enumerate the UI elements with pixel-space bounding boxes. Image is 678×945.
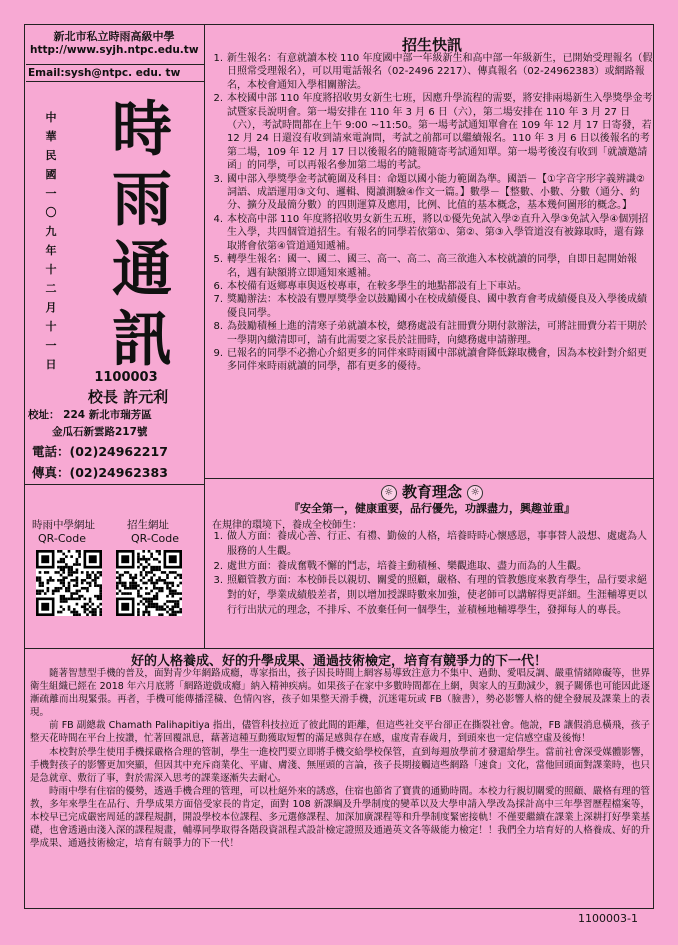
fax-number: 傳真：(02)24962383 — [32, 465, 168, 480]
list-number: 2. — [213, 93, 223, 105]
qr-caption-admission: QR-Code — [131, 532, 179, 545]
list-item — [205, 52, 653, 92]
list-item — [205, 347, 653, 374]
page-number: 1100003-1 — [578, 912, 638, 925]
sun-icon: ☼ — [381, 485, 397, 501]
article-paragraph: 時雨中學有住宿的優勢，透過手機合理的管理，可以杜絕外來的誘惑，住宿也節省了寶貴的通勤時間。本校力行親切關愛的照顧、嚴格有理的管教，多年來學生在品行、升學成果方面倍受家長的肯定，面對 108 新課綱及升學制度的變革以及大學申請入學改為採計高中三年學習歷程檔案等，本校早已完成嚴密周延的課程規劃，開設學校本位課程、多元選修課程、加深加廣課程等和升學制度緊密接軌！不僅要繼續在課業上深耕打好學業基礎，也會透過由淺入深的課程規畫，輔導同學取得各階段資訊程式設計檢定證照及通過英文各等級能力檢定！！我們全力培育好的人格養成、好的升學成果、通過技術檢定，培育有競爭力的下一代！ — [30, 785, 650, 850]
title-char: 通 — [112, 235, 172, 305]
list-text: 獎勵辦法：本校設有豐厚獎學金以鼓勵國小在校成績優良、國中教育會考成績優良及入學後成績優良同學。 — [227, 294, 647, 319]
list-text: 新生報名：有意就讀本校 110 年度國中部一年級新生和高中部一年級新生，已開始受理報名（假日照常受理報名），可以用電話報名（02-2496 2217）、傳真報名（02-24962383）或網路報名，本校會通知入學相關辦法。 — [227, 53, 653, 91]
list-number: 1. — [213, 53, 223, 64]
list-text: 為鼓勵積極上進的清寒子弟就讀本校，總務處設有註冊費分期付款辦法，可將註冊費分若干期於一學期內繳清即可，請有此需要之家長於註冊時，向總務處申請辦理。 — [227, 321, 647, 346]
date-char: 年 — [45, 244, 57, 257]
date-char: 二 — [45, 282, 57, 295]
list-text: 轉學生報名：國一、國二、國三、高一、高二、高三欲進入本校就讀的同學，自即日起開始報名，遇有缺額將立即通知來遞補。 — [227, 254, 637, 279]
section-divider-edu — [204, 478, 654, 479]
qr-label-school: 時雨中學網址 — [32, 519, 95, 531]
list-number: 7. — [213, 294, 223, 306]
article-body — [30, 667, 650, 850]
date-char: 十 — [45, 320, 57, 333]
article-title: 好的人格養成、好的升學成果、通過技術檢定，培育有競爭力的下一代！ — [130, 654, 547, 669]
list-number: 3. — [213, 575, 223, 587]
address-line-1: 校址： 224 新北市瑞芳區 — [28, 409, 152, 421]
list-item — [205, 280, 653, 293]
list-number: 1. — [213, 531, 223, 542]
phone-number: 電話：(02)24962217 — [32, 444, 168, 459]
date-char: 十 — [45, 263, 57, 276]
list-text: 照顧管教方面：本校師長以親切、關愛的照顧，嚴格、有理的管教態度來教育學生，品行要求絕對的好，學業成績般差者，則以增加授課時數來加強，使老師可以講解得更詳細。生涯輔導更以行行出狀元的理念，不排斥、不放棄任何一個學生，並積極地輔導學生，發揮每人的專長。 — [227, 575, 647, 616]
list-item — [205, 92, 653, 172]
qr-code-school[interactable] — [36, 550, 102, 616]
date-char: 日 — [45, 358, 57, 371]
list-number: 8. — [213, 321, 223, 333]
principal-name: 校長 許元利 — [87, 388, 169, 406]
issue-number: 1100003 — [94, 370, 158, 385]
article-paragraph: 前 FB 副總裁 Chamath Palihapitiya 指出，儘管科技拉近了彼此間的距離，但這些社交平台卻正在撕裂社會。他說，FB 讓假消息橫飛，孩子整天花時間在平台上按讚，忙著回覆訊息，藉著這種互動獲取短暫的滿足感與存在感，虛度青春歲月，到頭來也一定信感空虛及後悔！ — [30, 720, 650, 745]
list-number: 5. — [213, 254, 223, 266]
list-item — [205, 293, 653, 320]
list-item — [205, 173, 653, 213]
list-text: 本校高中部 110 年度將招收男女新生五班，將以①優先免試入學②直升入學③免試入學④個別招生入學，共四個管道招生。有報名的同學若依第①、第②、第③入學管道沒有被錄取時，還有錄取將會依第④管道通知遞補。 — [227, 213, 649, 252]
list-item — [205, 320, 653, 347]
list-text: 處世方面：養成奮戰不懈的鬥志，培養主動積極、樂觀進取、盡力而為的人生觀。 — [227, 560, 587, 572]
date-char: 國 — [45, 168, 57, 181]
date-char: 九 — [45, 225, 57, 238]
education-intro: 在規律的環境下，養成全校師生： — [212, 520, 362, 531]
education-heading — [210, 481, 654, 502]
date-char: 民 — [45, 149, 57, 162]
date-char: 月 — [45, 301, 57, 314]
school-email[interactable]: Email:sysh@ntpc. edu. tw — [26, 64, 204, 82]
title-char: 時 — [112, 95, 172, 165]
list-text: 已報名的同學不必擔心介紹更多的同伴來時雨國中部就讀會降低錄取機會，因為本校針對介紹更多同伴來時雨就讀的同學，都有更多的優待。 — [227, 347, 647, 373]
qr-code-admission[interactable] — [116, 550, 182, 616]
issue-date-vertical — [44, 108, 58, 374]
list-number: 9. — [213, 347, 223, 359]
list-item — [205, 560, 653, 575]
title-char: 訊 — [112, 305, 172, 375]
date-char: 〇 — [45, 206, 57, 219]
date-char: 一 — [45, 187, 57, 200]
section-divider-left — [24, 484, 204, 485]
list-number: 3. — [213, 173, 223, 185]
list-text: 做人方面：養成心善、行正、有禮、勤儉的人格，培養時時心懷感恩，事事替人設想、處處為人服務的人生觀。 — [227, 531, 647, 557]
date-char: 中 — [45, 111, 57, 124]
education-motto: 『安全第一，健康重要，品行優先，功課盡力，興趣並重』 — [289, 502, 575, 515]
education-list — [205, 530, 653, 619]
qr-label-admission: 招生網址 — [127, 519, 169, 531]
qr-caption-school: QR-Code — [38, 532, 86, 545]
section-divider-bottom — [24, 648, 654, 649]
school-url[interactable]: http://www.syjh.ntpc.edu.tw — [30, 44, 199, 56]
title-char: 雨 — [112, 165, 172, 235]
list-text: 本校國中部 110 年度將招收男女新生七班，因應升學流程的需要，將安排兩場新生入學獎學金考試暨家長說明會。第一場安排在 110 年 3 月 6 日（六），第二場安排在 110 年 3 月 27 日（六），考試時間都在上午 9:00 ~11:50。第一場考試通知單會在 109 年 12 月 17 日寄發，若 12 月 24 日還沒有收到請來電詢問，考試之前都可以繼續報名。110 年 3 月 6 日以後報名的考第二場，109 年 12 月 17 日以後報名的隨報隨寄考試通知單。第一場考後沒有收到「就讀邀請函」的同學，可以再報名參加第二場的考試。 — [227, 93, 653, 172]
list-item — [205, 253, 653, 280]
school-name: 新北市私立時雨高級中學 — [53, 30, 175, 43]
sun-icon: ☼ — [467, 485, 483, 501]
date-char: 一 — [45, 339, 57, 352]
list-number: 6. — [213, 280, 223, 292]
list-item — [205, 574, 653, 618]
newsletter-title — [92, 95, 192, 375]
news-list — [205, 52, 653, 374]
list-number: 2. — [213, 560, 223, 572]
address-line-2: 金瓜石新雲路217號 — [52, 426, 148, 438]
list-number: 4. — [213, 213, 223, 225]
date-char: 華 — [45, 130, 57, 143]
article-paragraph: 隨著智慧型手機的普及，面對青少年網路成癮，專家指出，孩子因長時間上網容易導致注意力不集中、過動、愛唱反調、嚴重情緒障礙等，世界衛生組織已經在 2018 年六月底將「網路遊戲成癮」納入精神疾病。如果孩子在家中多數時間都在上網，與家人的互動減少，親子關係也可能因此逐漸疏離而出現緊張。再者，手機可能傳播淫穢、色情內容，孩子如果整天滑手機，沉迷電玩或 FB（臉書），勢必影響人格的健全發展及課業上的表現。 — [30, 668, 650, 719]
list-text: 國中部入學獎學金考試範圍及科目：命題以國小能力範圍為準。國語－【①字音字形字義辨識②詞語、成語運用③文句、邏輯、閱讀測驗④作文一篇。】數學－【整數、小數、分數（通分、約分、擴分及最簡分數）的四則運算及應用，比例、比值的基本概念，基本幾何圖形的概念。】 — [227, 173, 645, 212]
list-text: 本校備有返鄉專車與返校專車，在較多學生的地點都設有上下車站。 — [227, 280, 527, 292]
education-title: 教育理念 — [401, 483, 462, 501]
article-paragraph: 本校對於學生使用手機採嚴格合理的管制，學生一進校門要立即將手機交給學校保管，直到每週放學前才發還給學生。當前社會深受媒體影響，手機對孩子的影響更加突顯，但因其中充斥商業化、平庸、膚淺、無厘頭的言論，孩子長期接觸這些網路「速食」文化，當他回頭面對課業時，也只是急就章、敷衍了事，對於需深入思考的課業逐漸失去耐心。 — [30, 746, 650, 784]
list-item — [205, 530, 653, 560]
list-item — [205, 213, 653, 253]
news-heading: 招生快訊 — [401, 36, 462, 54]
